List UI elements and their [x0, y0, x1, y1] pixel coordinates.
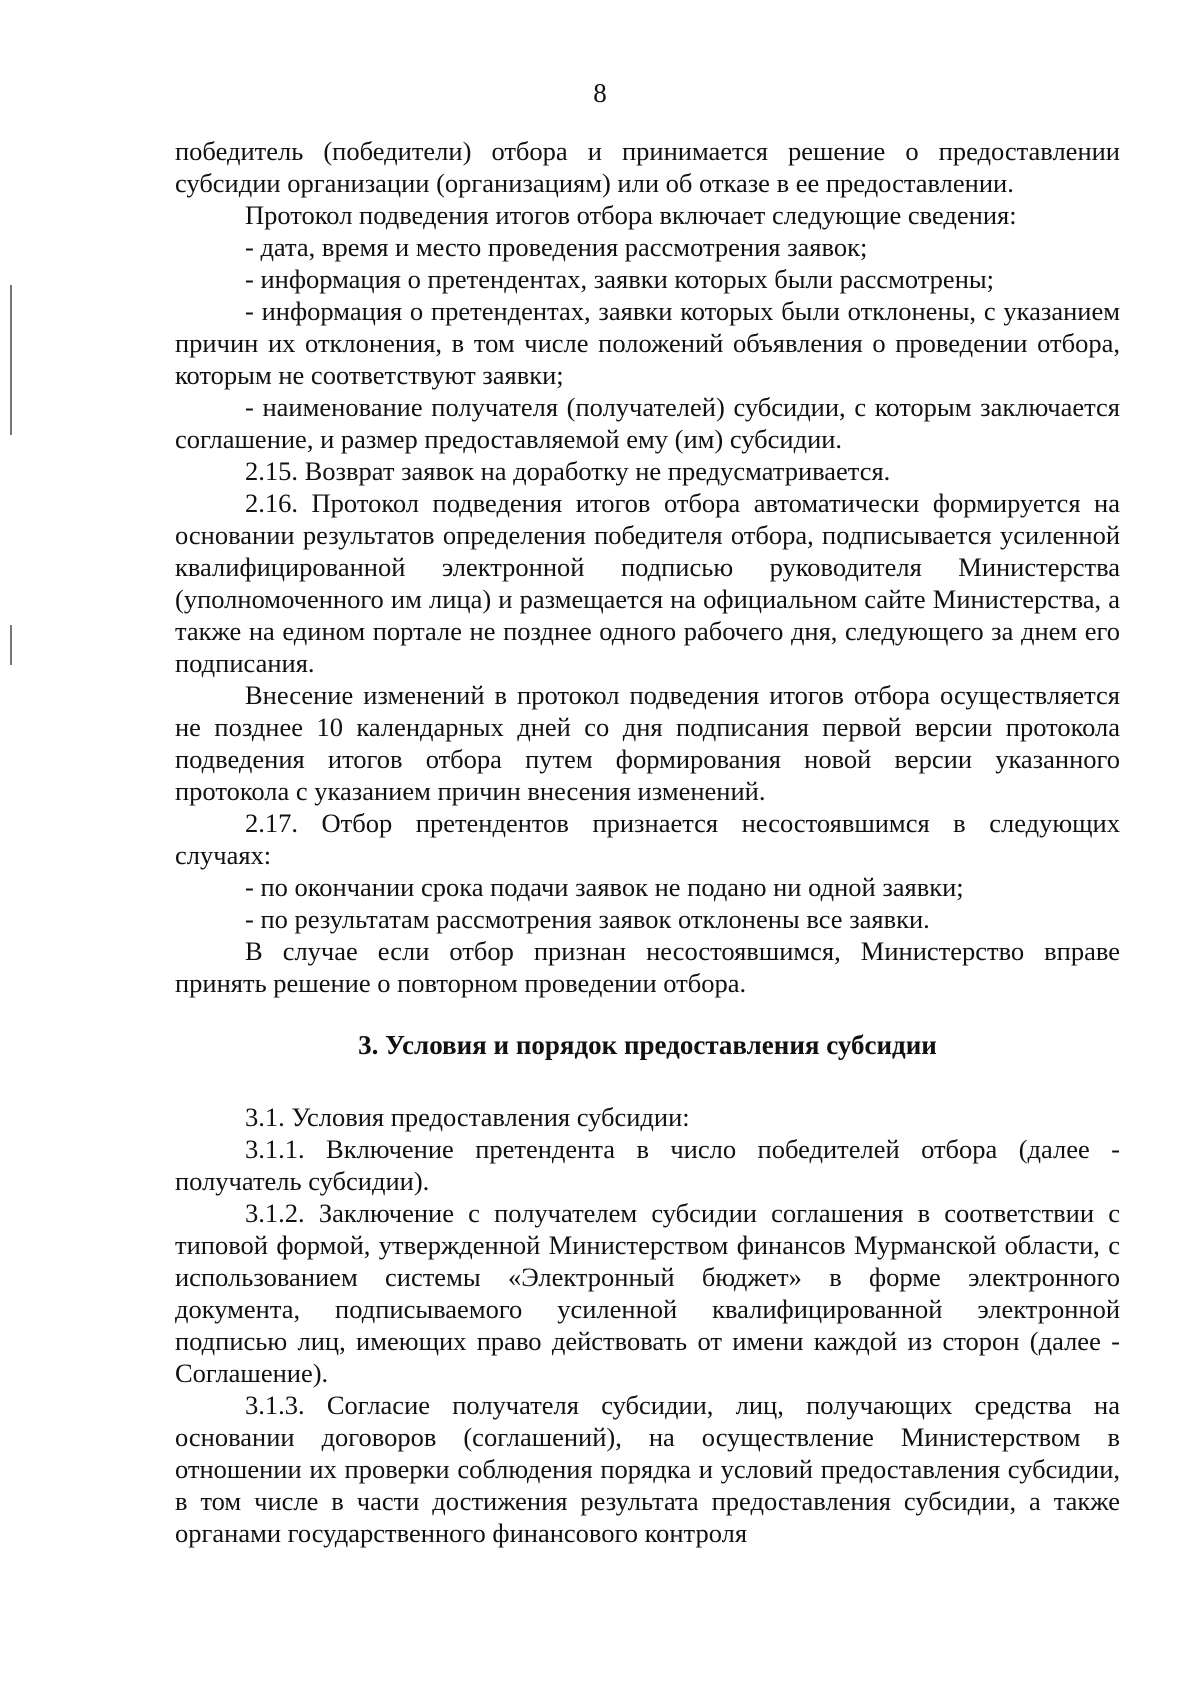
- section-heading: 3. Условия и порядок предоставления субсидии: [358, 1030, 937, 1060]
- paragraph: - наименование получателя (получателей) субсидии, с которым заключается соглашение, и размер предоставляемой ему (им) субсидии.: [175, 392, 1120, 454]
- paragraph: 2.17. Отбор претендентов признается несостоявшимся в следующих случаях:: [175, 808, 1120, 870]
- section-3-text: [175, 1101, 1120, 1549]
- scan-edge-mark-top: [10, 285, 12, 435]
- document-body: [175, 135, 1120, 1549]
- paragraph: 3.1.2. Заключение с получателем субсидии соглашения в соответствии с типовой формой, утвержденной Министерством финансов Мурманской области, с использованием системы «Электронный бюджет» в форме электронного документа, подписываемого усиленной квалифицированной электронной подписью лиц, имеющих право действовать от имени каждой из сторон (далее - Соглашение).: [175, 1198, 1120, 1388]
- paragraph: - информация о претендентах, заявки которых были рассмотрены;: [245, 264, 995, 294]
- paragraph: победитель (победители) отбора и принимается решение о предоставлении субсидии организации (организациям) или об отказе в ее предоставлении.: [175, 136, 1120, 198]
- page-number: 8: [593, 78, 607, 108]
- section-2-text: [175, 135, 1120, 999]
- paragraph: 3.1. Условия предоставления субсидии:: [245, 1102, 690, 1132]
- paragraph: 3.1.3. Согласие получателя субсидии, лиц, получающих средства на основании договоров (соглашений), на осуществление Министерством в отношении их проверки соблюдения порядка и условий предоставления субсидии, в том числе в части достижения результата предоставления субсидии, а также органами государственного финансового контроля: [175, 1390, 1120, 1548]
- scan-edge-mark-bottom: [10, 625, 12, 665]
- paragraph: - дата, время и место проведения рассмотрения заявок;: [245, 232, 868, 262]
- paragraph: - по окончании срока подачи заявок не подано ни одной заявки;: [245, 872, 964, 902]
- paragraph: 3.1.1. Включение претендента в число победителей отбора (далее - получатель субсидии).: [175, 1134, 1120, 1196]
- paragraph: - по результатам рассмотрения заявок отклонены все заявки.: [245, 904, 930, 934]
- paragraph: В случае если отбор признан несостоявшимся, Министерство вправе принять решение о повторном проведении отбора.: [175, 936, 1120, 998]
- paragraph: Внесение изменений в протокол подведения итогов отбора осуществляется не позднее 10 календарных дней со дня подписания первой версии протокола подведения итогов отбора путем формирования новой версии указанного протокола с указанием причин внесения изменений.: [175, 680, 1120, 806]
- paragraph: - информация о претендентах, заявки которых были отклонены, с указанием причин их отклонения, в том числе положений объявления о проведении отбора, которым не соответствуют заявки;: [175, 296, 1120, 390]
- paragraph: 2.15. Возврат заявок на доработку не предусматривается.: [245, 456, 891, 486]
- paragraph: 2.16. Протокол подведения итогов отбора автоматически формируется на основании результатов определения победителя отбора, подписывается усиленной квалифицированной электронной подписью руководителя Министерства (уполномоченного им лица) и размещается на официальном сайте Министерства, а также на едином портале не позднее одного рабочего дня, следующего за днем его подписания.: [175, 488, 1120, 678]
- paragraph: Протокол подведения итогов отбора включает следующие сведения:: [245, 200, 1017, 230]
